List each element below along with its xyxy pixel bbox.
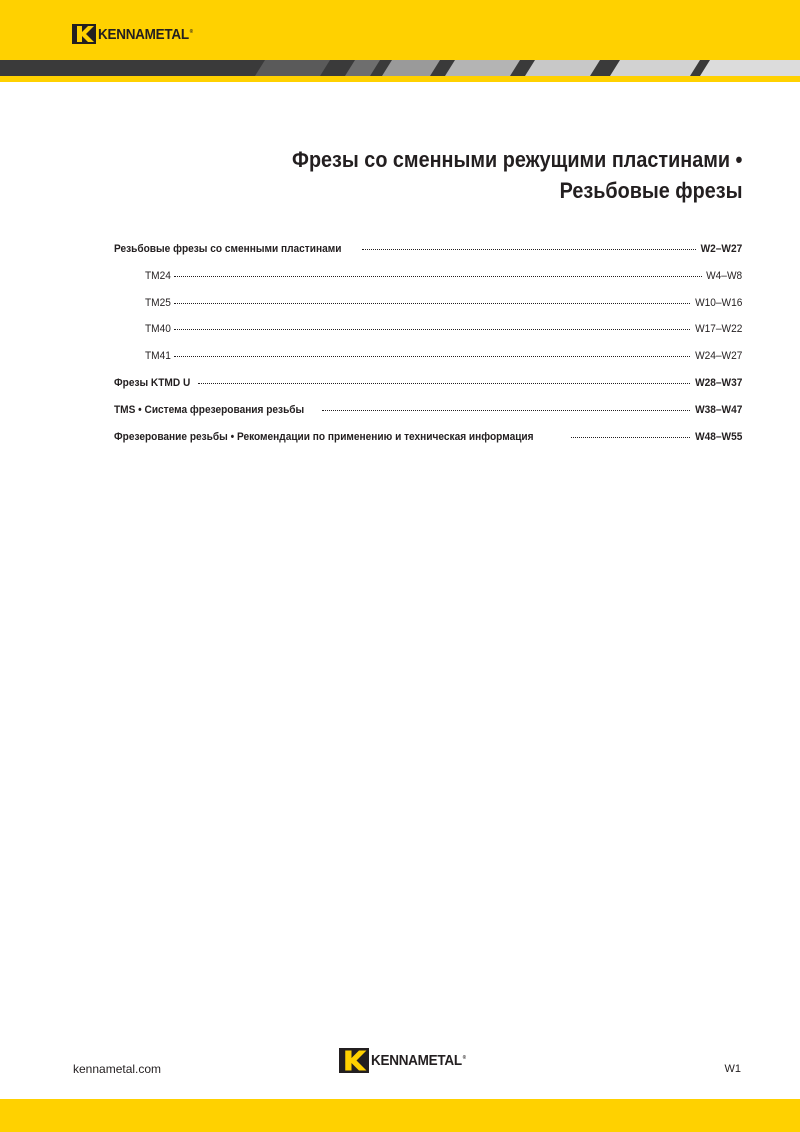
page-number: W1 [724,1063,741,1075]
toc-dot-leader [322,402,690,411]
kennametal-k-icon [339,1048,369,1073]
kennametal-k-icon [72,24,96,44]
page-title-line-1: Фрезы со сменными режущими пластинами • [291,147,742,172]
page-title-line-2: Резьбовые фрезы [559,178,742,203]
toc-entry[interactable] [114,377,742,404]
logo-trademark: ® [462,1055,466,1061]
toc-entry[interactable] [114,350,742,377]
toc-entry-pages: W24–W27 [694,350,742,363]
toc-dot-leader [174,295,690,304]
toc-dot-leader [362,241,696,250]
toc-dot-leader [571,429,690,438]
toc-dot-leader [174,321,690,330]
toc-dot-leader [174,348,690,357]
toc-entry-label: TMS • Система фрезерования резьбы [114,403,305,416]
table-of-contents [114,243,742,457]
toc-entry-label: TM24 [145,269,171,282]
toc-entry-pages: W10–W16 [694,296,742,309]
toc-entry-label: Фрезерование резьбы • Рекомендации по применению и техническая информация [114,430,534,443]
toc-entry[interactable] [114,404,742,431]
toc-entry[interactable] [114,431,742,458]
toc-entry[interactable] [114,323,742,350]
toc-entry-pages: W38–W47 [694,403,742,416]
toc-entry-label: Резьбовые фрезы со сменными пластинами [114,243,342,255]
toc-entry-pages: W28–W37 [694,376,742,389]
toc-entry-label: TM40 [145,323,171,336]
footer-website-link[interactable]: kennametal.com [73,1062,162,1076]
toc-entry-label: TM25 [145,296,171,309]
toc-entry-pages: W2–W27 [700,243,742,255]
page-title [292,144,742,206]
toc-dot-leader [198,375,690,384]
logo-wordmark: KENNAMETAL [98,25,189,43]
toc-entry-label: TM41 [145,350,171,363]
kennametal-logo-footer [339,1048,476,1073]
toc-entry-pages: W17–W22 [694,323,742,336]
toc-entry-pages: W48–W55 [694,430,742,443]
header-stripe-pattern [0,60,800,76]
toc-entry-label: Фрезы KTMD U [114,376,191,389]
toc-entry[interactable] [114,270,742,297]
logo-wordmark: KENNAMETAL [371,1052,462,1069]
footer-band [0,1099,800,1132]
logo-trademark: ® [189,28,193,35]
toc-dot-leader [174,268,702,277]
kennametal-logo-header [72,24,203,44]
toc-entry-pages: W4–W8 [706,269,742,282]
toc-entry[interactable] [114,297,742,324]
toc-entry[interactable] [114,243,742,270]
